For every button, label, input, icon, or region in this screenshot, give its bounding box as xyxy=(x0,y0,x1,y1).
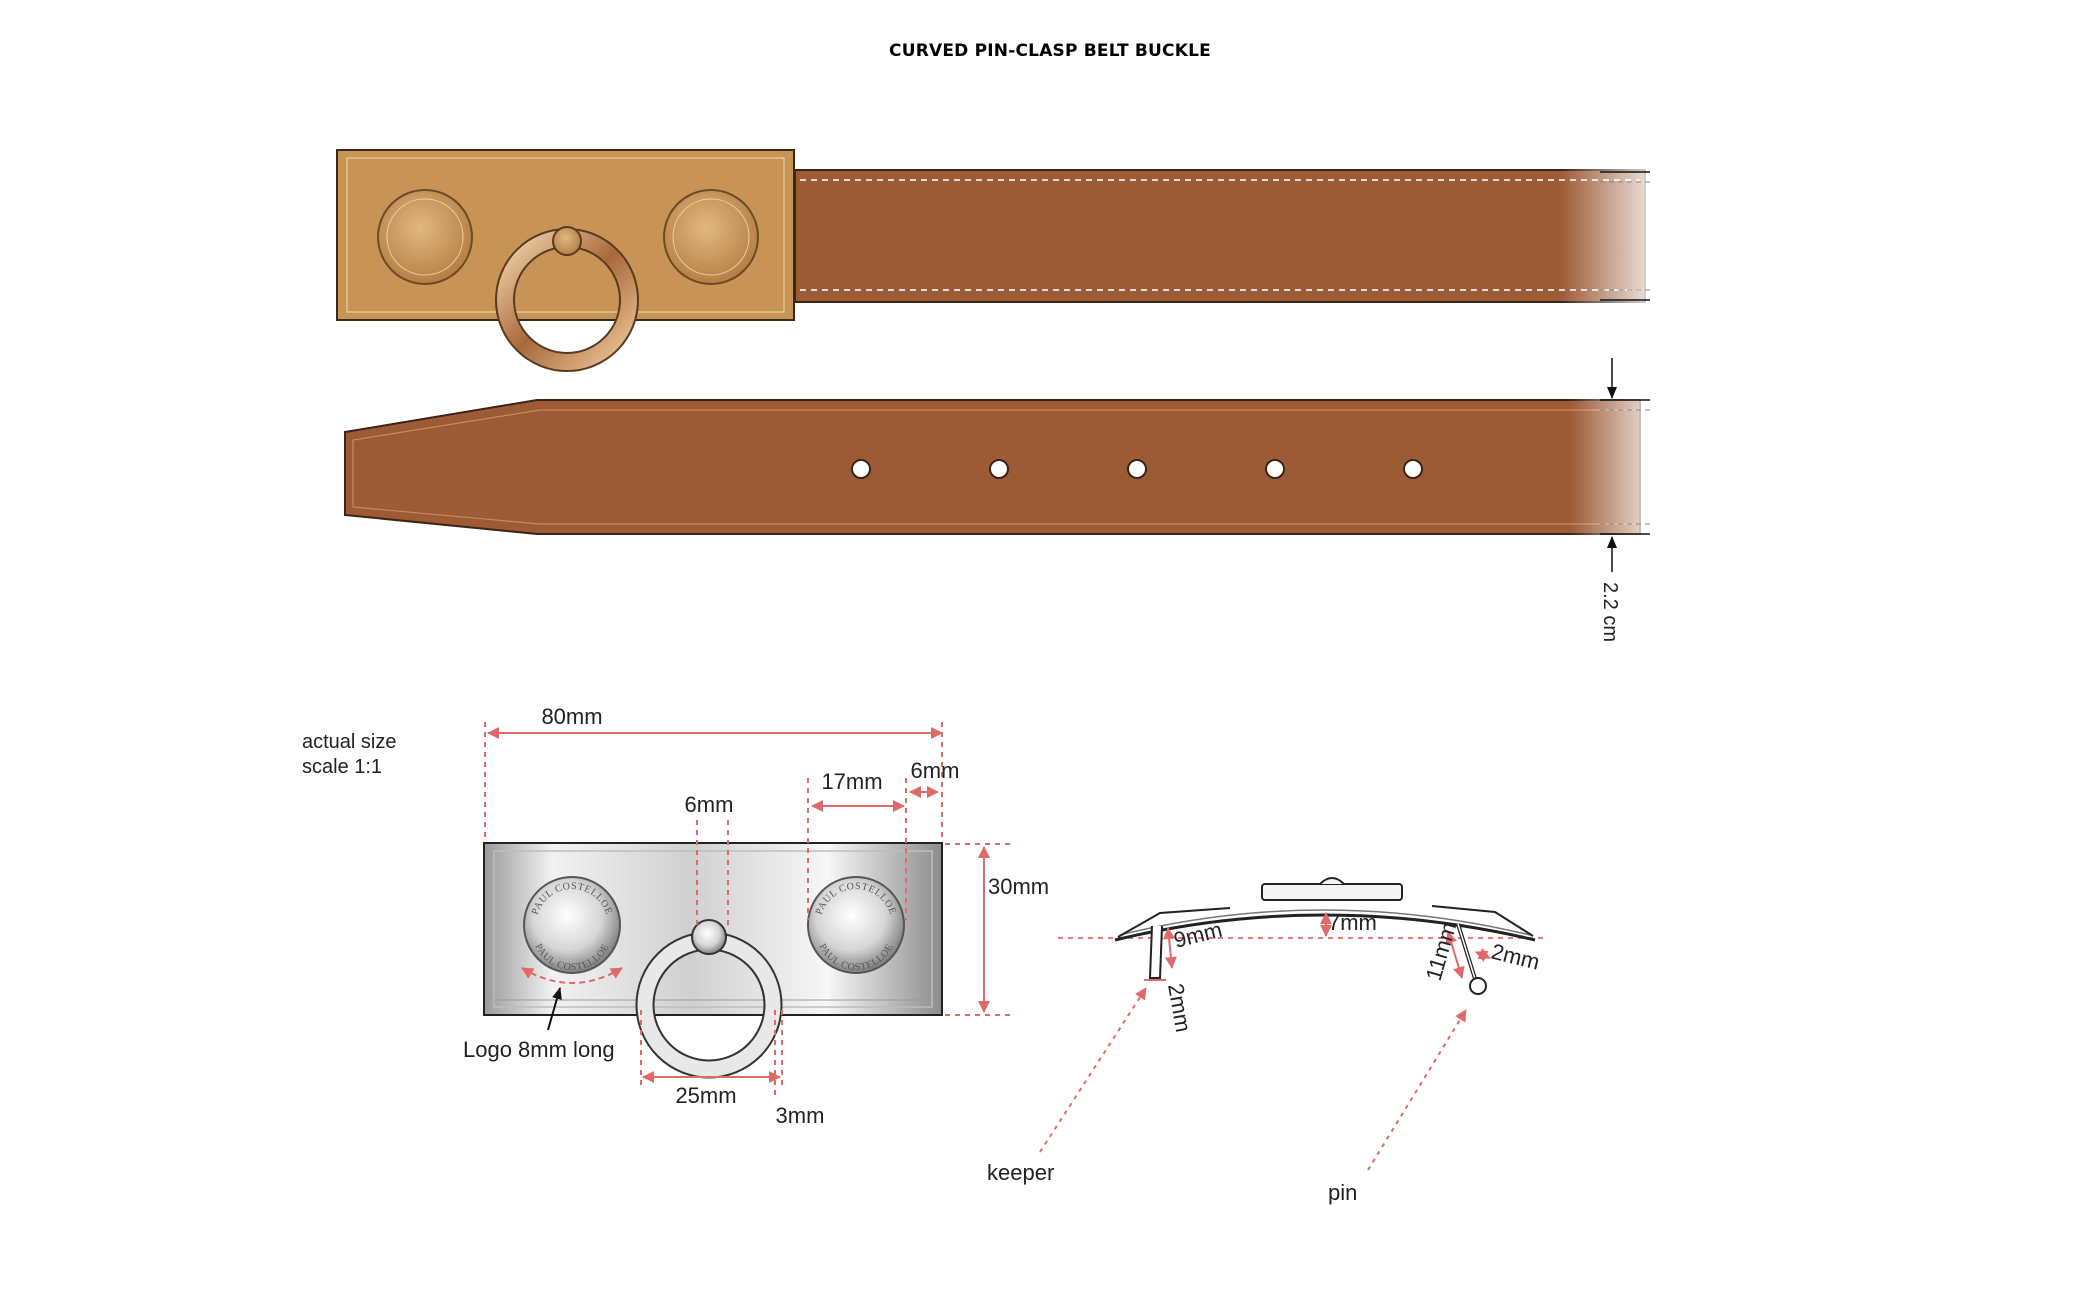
logo-text-path: PAUL COSTELLOE xyxy=(813,880,899,917)
ring-profile xyxy=(1262,884,1402,900)
dim-3mm: 3mm xyxy=(775,1103,825,1128)
belt-hole xyxy=(1128,460,1146,478)
belt-width-label: 2.2 cm xyxy=(1599,581,1621,643)
keeper-profile xyxy=(1150,926,1162,978)
logo-disc-right xyxy=(664,190,758,284)
scale-note-line1: actual size xyxy=(302,731,397,753)
pin-tip xyxy=(1470,978,1486,994)
logo-disc-left xyxy=(378,190,472,284)
dim-80mm: 80mm xyxy=(541,704,603,729)
dim-17mm: 17mm xyxy=(821,769,883,794)
belt-fade xyxy=(1560,168,1670,304)
dim-11mm: 11mm xyxy=(1420,919,1462,984)
pin-label: pin xyxy=(1328,1180,1358,1205)
belt-strap-top xyxy=(795,170,1645,302)
ring-post xyxy=(553,227,581,255)
dim-2mm-keeper: 2mm xyxy=(1163,981,1197,1035)
dim-2mm-pin-line xyxy=(1476,952,1490,958)
front-view xyxy=(484,843,942,1069)
dim-2mm-pin: 2mm xyxy=(1488,938,1543,975)
belt-fade xyxy=(1570,398,1670,538)
belt-hole xyxy=(852,460,870,478)
keeper-label: keeper xyxy=(987,1160,1055,1185)
belt-buckle-end xyxy=(337,150,1670,362)
belt-hole xyxy=(1266,460,1284,478)
dim-9mm: 9mm xyxy=(1171,916,1225,953)
scale-note-line2: scale 1:1 xyxy=(302,756,383,778)
logo-text-path: PAUL COSTELLOE xyxy=(529,880,615,917)
keeper-callout xyxy=(1040,988,1146,1152)
dim-30mm: 30mm xyxy=(988,874,1050,899)
belt-tip-end xyxy=(345,358,1670,642)
ring-post-profile xyxy=(1320,878,1344,884)
drawing-title: CURVED PIN-CLASP BELT BUCKLE xyxy=(889,41,1211,61)
logo-text-path: PAUL COSTELLOE xyxy=(532,942,612,974)
logo-note: Logo 8mm long xyxy=(463,1037,615,1062)
dim-25mm: 25mm xyxy=(675,1083,737,1108)
ring-post xyxy=(692,920,726,954)
dim-7mm: 7mm xyxy=(1328,910,1377,935)
dim-6mm-edge: 6mm xyxy=(910,758,960,783)
logo-text-path: PAUL COSTELLOE xyxy=(816,942,896,974)
pin-callout xyxy=(1368,1010,1466,1170)
dim-6mm-post: 6mm xyxy=(684,792,734,817)
side-dimensions xyxy=(1040,913,1490,1170)
side-view xyxy=(1058,878,1548,994)
belt-hole xyxy=(990,460,1008,478)
dim-9mm-line xyxy=(1168,928,1172,968)
belt-hole xyxy=(1404,460,1422,478)
